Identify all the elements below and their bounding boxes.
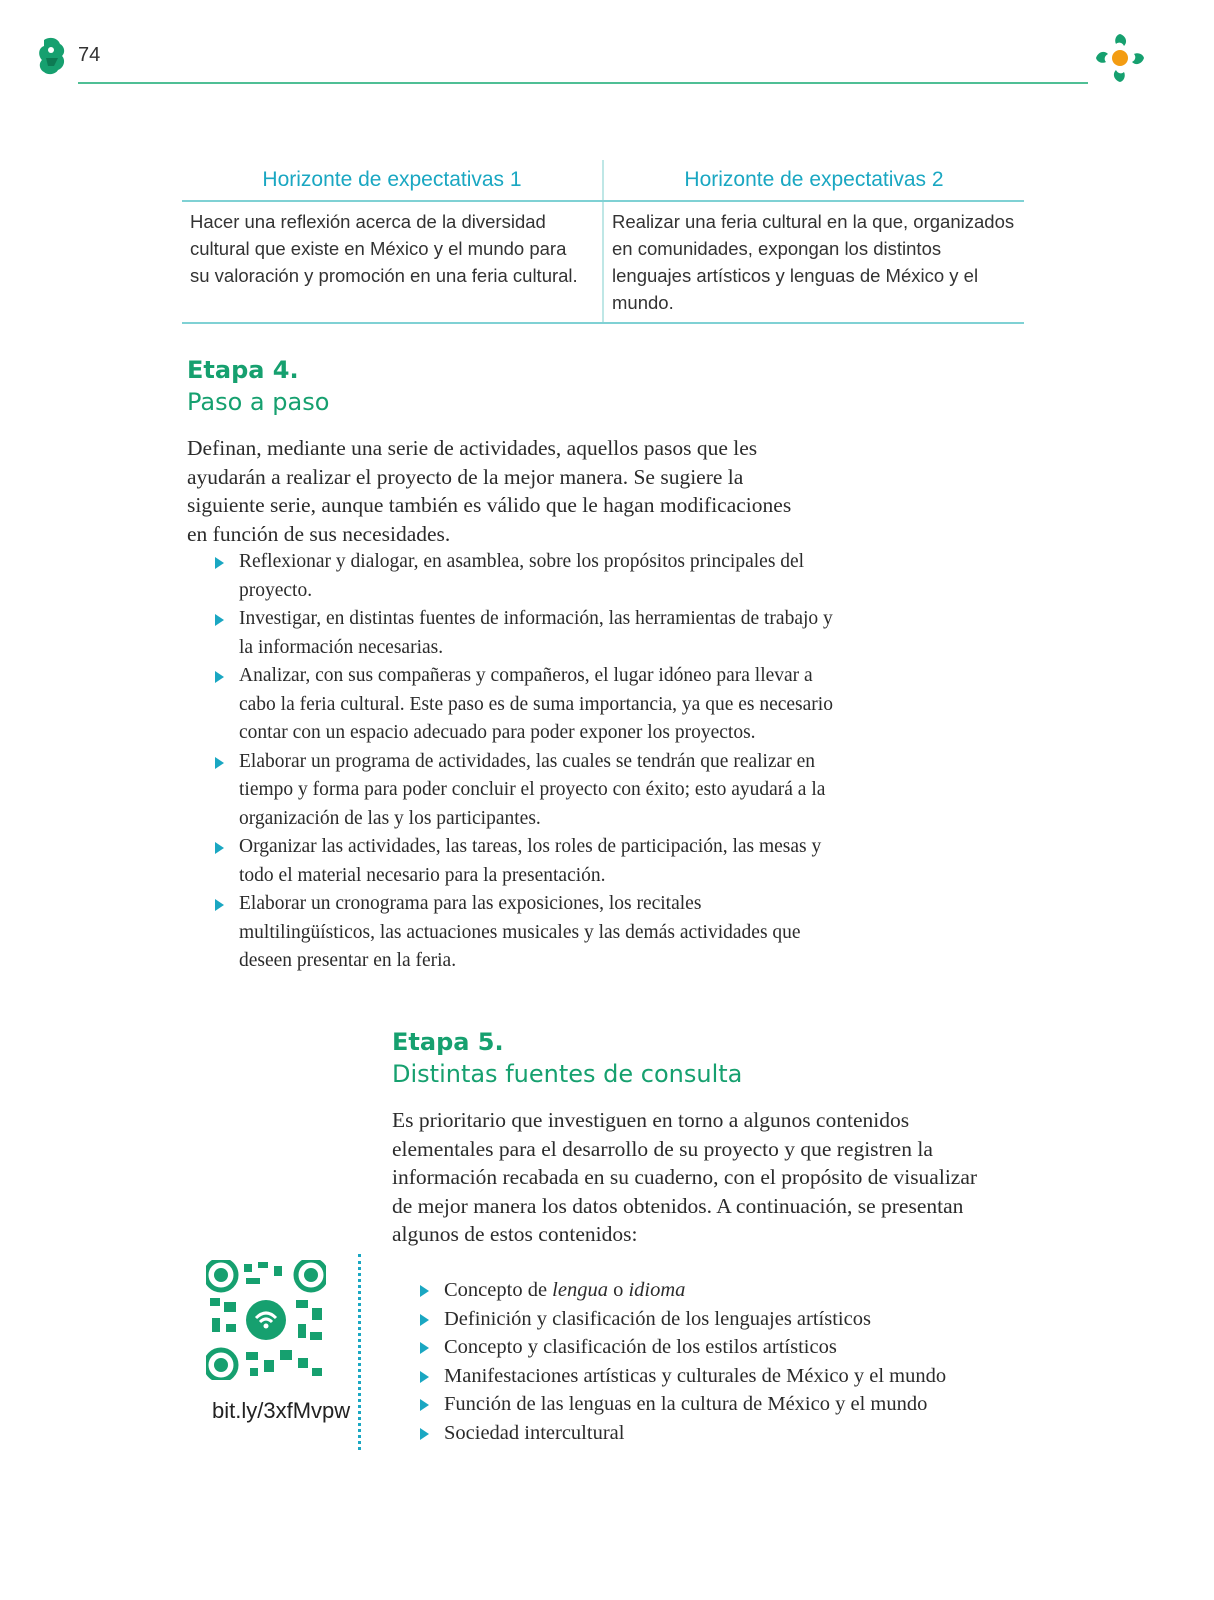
list-item (213, 890, 833, 976)
list-item (418, 1333, 1018, 1362)
list-item (213, 833, 833, 890)
bullet-triangle-icon (420, 1285, 429, 1297)
bullet-triangle-icon (420, 1428, 429, 1440)
list-item-text: Reflexionar y dialogar, en asamblea, sobre los propósitos principales del proyecto. (239, 551, 805, 601)
list-item (213, 748, 833, 834)
bullet-triangle-icon (215, 557, 224, 569)
bullet-triangle-icon (420, 1371, 429, 1383)
list-item (418, 1276, 1018, 1305)
list-item (213, 662, 833, 748)
list-item-text: Concepto y clasificación de los estilos artísticos (444, 1336, 837, 1358)
expectations-table (182, 160, 1024, 324)
qr-code-icon[interactable] (206, 1260, 326, 1380)
expectations-body-row (182, 202, 1024, 324)
list-item-text: Sociedad intercultural (444, 1421, 625, 1444)
list-item (418, 1305, 1018, 1334)
bullet-triangle-icon (215, 757, 224, 769)
bullet1-italic-lengua: lengua (552, 1279, 608, 1301)
stage5-intro: Es prioritario que investiguen en torno a algunos contenidos elementales para el desarrollo de su proyecto y que registren la información recabada en su cuaderno, con el propósito de visualizar de mejor manera los datos obtenidos. A continuación, se presentan algunos de estos contenidos: (392, 1108, 978, 1246)
list-item (418, 1419, 1018, 1448)
bullet-triangle-icon (420, 1342, 429, 1354)
stage5-heading (392, 1026, 742, 1090)
expectations-header-2: Horizonte de expectativas 2 (602, 160, 1024, 200)
bullet1-prefix: Concepto de (444, 1279, 553, 1301)
list-item-text: Analizar, con sus compañeras y compañeros, el lugar idóneo para llevar a cabo la feria cultural. Este paso es de suma importancia, ya que es necesario contar con un espacio adecuado para poder exponer los proyectos. (239, 665, 833, 743)
community-flower-logo (1092, 30, 1148, 86)
list-item (213, 605, 833, 662)
page-header (0, 0, 1214, 100)
expectations-cell-2: Realizar una feria cultural en la que, organizados en comunidades, expongan los distintos lenguajes artísticos y lenguas de México y el mundo. (602, 202, 1024, 322)
bullet-triangle-icon (215, 614, 224, 626)
list-item (213, 548, 833, 605)
stage4-title: Paso a paso (187, 388, 330, 416)
bullet-triangle-icon (420, 1399, 429, 1411)
qr-divider (358, 1254, 361, 1450)
list-item-text: Definición y clasificación de los lenguajes artísticos (444, 1307, 871, 1330)
stage4-heading (187, 354, 329, 418)
list-item-text: Elaborar un programa de actividades, las cuales se tendrán que realizar en tiempo y forma para poder concluir el proyecto con éxito; esto ayudará a la organización de las y los participantes. (239, 750, 826, 829)
stage4-number: Etapa 4. (187, 356, 299, 384)
stage4-intro: Definan, mediante una serie de actividades, aquellos pasos que les ayudarán a realizar el proyecto de la mejor manera. Se sugiere la siguiente serie, aunque también es válido que le hagan modificaciones en función de sus necesidades. (187, 436, 792, 546)
stage4-bullet-list (213, 548, 833, 976)
expectations-header-row (182, 160, 1024, 202)
expectations-header-1: Horizonte de expectativas 1 (262, 168, 522, 191)
stage5-title: Distintas fuentes de consulta (392, 1060, 743, 1088)
stage5-number: Etapa 5. (392, 1028, 504, 1056)
list-item (418, 1390, 1018, 1419)
list-item-text: Investigar, en distintas fuentes de información, las herramientas de trabajo y la información necesarias. (239, 608, 833, 658)
bullet-triangle-icon (215, 842, 224, 854)
list-item-text: Función de las lenguas en la cultura de México y el mundo (444, 1393, 928, 1415)
bullet-triangle-icon (215, 899, 224, 911)
page-number: 74 (78, 44, 101, 66)
bullet1-middle: o (607, 1279, 629, 1301)
header-rule (78, 82, 1088, 84)
list-item-text: Elaborar un cronograma para las exposiciones, los recitales multilingüísticos, las actuaciones musicales y las demás actividades que deseen presentar en la feria. (239, 893, 801, 971)
list-item-text: Manifestaciones artísticas y culturales de México y el mundo (444, 1364, 947, 1387)
bullet1-italic-idioma: idioma (628, 1279, 686, 1301)
mexican-emblem-icon (36, 36, 70, 76)
expectations-cell-1: Hacer una reflexión acerca de la diversidad cultural que existe en México y el mundo para su valoración y promoción en una feria cultural. (190, 211, 578, 286)
list-item-text: Organizar las actividades, las tareas, los roles de participación, las mesas y todo el material necesario para la presentación. (239, 836, 822, 886)
bullet-triangle-icon (215, 671, 224, 683)
bullet-triangle-icon (420, 1314, 429, 1326)
qr-link-caption[interactable]: bit.ly/3xfMvpw (212, 1398, 351, 1423)
list-item (418, 1362, 1018, 1391)
stage5-bullet-list (418, 1276, 1018, 1447)
